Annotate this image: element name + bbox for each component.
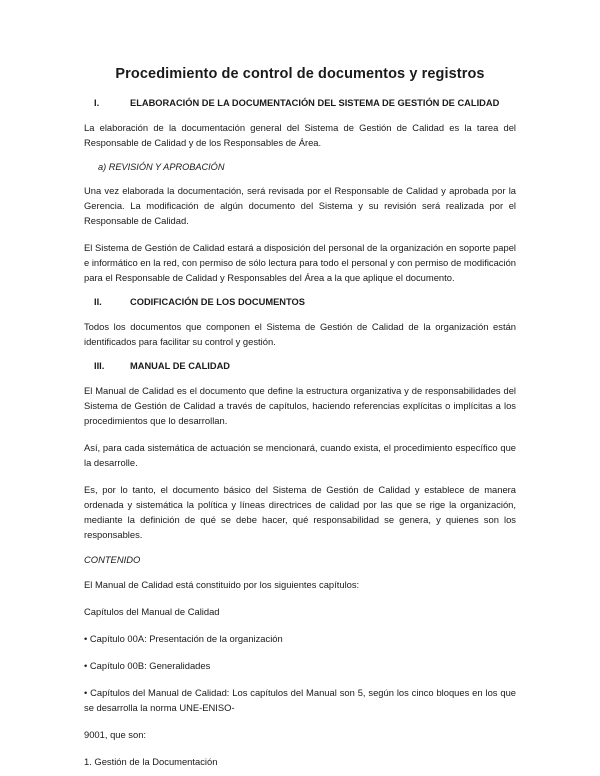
section-number: I.	[94, 98, 100, 108]
section-title: ELABORACIÓN DE LA DOCUMENTACIÓN DEL SISTEMA DE GESTIÓN DE CALIDAD	[130, 98, 500, 108]
contenido-label: CONTENIDO	[84, 554, 141, 565]
section-title: MANUAL DE CALIDAD	[130, 361, 231, 371]
section-heading-2	[84, 297, 516, 307]
paragraph: Así, para cada sistemática de actuación se mencionará, cuando exista, el procedimiento específico que la desarrolle.	[84, 442, 516, 468]
section-heading-3	[84, 361, 516, 371]
paragraph: Una vez elaborada la documentación, será revisada por el Responsable de Calidad y aprobada por la Gerencia. La modificación de algún documento del Sistema y su revisión será realizada por el Responsable de Calidad.	[84, 185, 516, 226]
list-item: 1. Gestión de la Documentación	[84, 756, 218, 767]
section-number: II.	[94, 297, 102, 307]
section-number: III.	[94, 361, 105, 371]
document-title: Procedimiento de control de documentos y registros	[115, 66, 485, 82]
paragraph: Capítulos del Manual de Calidad	[84, 606, 220, 617]
paragraph: La elaboración de la documentación general del Sistema de Gestión de Calidad es la tarea del Responsable de Calidad y de los Responsables de Área.	[84, 122, 516, 148]
bullet-item: • Capítulo 00A: Presentación de la organización	[84, 633, 283, 644]
paragraph: El Manual de Calidad está constituido por los siguientes capítulos:	[84, 579, 360, 590]
paragraph: El Manual de Calidad es el documento que define la estructura organizativa y de responsabilidades del Sistema de Gestión de Calidad a través de capítulos, haciendo referencias explícitas o implícitas a los procedimientos que lo desarrollan.	[84, 385, 516, 426]
subsection-heading: a) REVISIÓN Y APROBACIÓN	[98, 162, 225, 172]
paragraph: Todos los documentos que componen el Sistema de Gestión de Calidad de la organización están identificados para facilitar su control y gestión.	[84, 321, 516, 347]
bullet-item: • Capítulo 00B: Generalidades	[84, 660, 211, 671]
section-title: CODIFICACIÓN DE LOS DOCUMENTOS	[130, 297, 305, 307]
paragraph: Es, por lo tanto, el documento básico del Sistema de Gestión de Calidad y establece de manera ordenada y sistemática la política y líneas directrices de calidad por las que se rige la organización, mediante la definición de qué se debe hacer, qué responsabilidad se genera, y quienes son los responsables.	[84, 484, 516, 540]
bullet-item: • Capítulos del Manual de Calidad: Los capítulos del Manual son 5, según los cinco bloques en los que se desarrolla la norma UNE-ENISO-	[84, 687, 516, 713]
paragraph: El Sistema de Gestión de Calidad estará a disposición del personal de la organización en soporte papel e informático en la red, con permiso de sólo lectura para todo el personal y con permiso de modificación para el Responsable de Calidad y Responsables del Área a la que aplique el documento.	[84, 242, 517, 283]
paragraph: 9001, que son:	[84, 729, 147, 740]
section-heading-1	[84, 98, 516, 108]
